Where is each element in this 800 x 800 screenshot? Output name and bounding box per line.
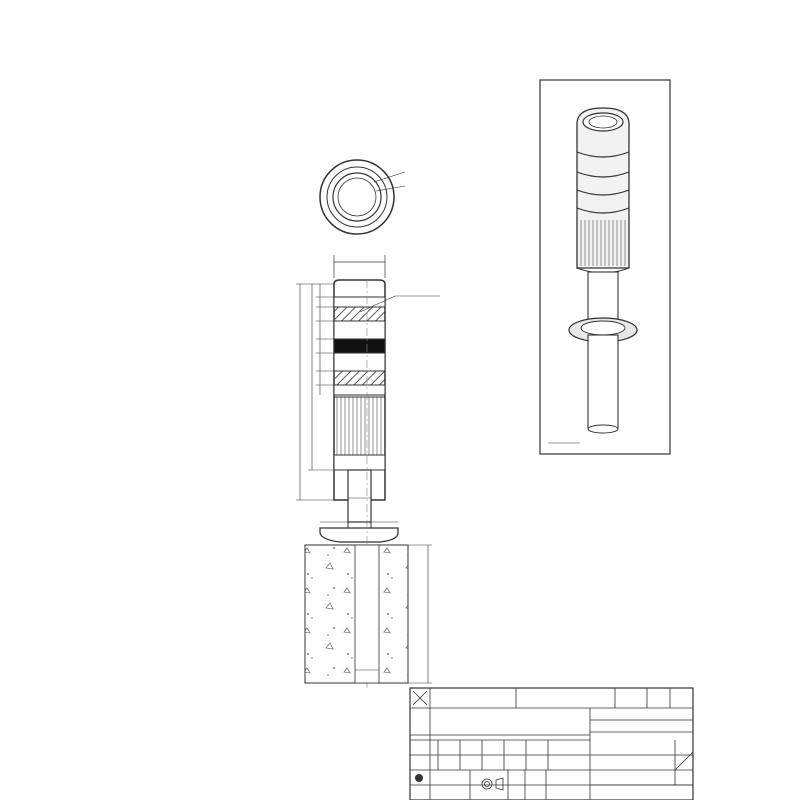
- bollard-3d-view: [569, 108, 637, 433]
- projection-symbol: [482, 778, 503, 790]
- concrete-foundation: [305, 545, 408, 683]
- title-block: [410, 688, 693, 800]
- company-logo: [415, 774, 423, 782]
- top-view: [320, 160, 405, 234]
